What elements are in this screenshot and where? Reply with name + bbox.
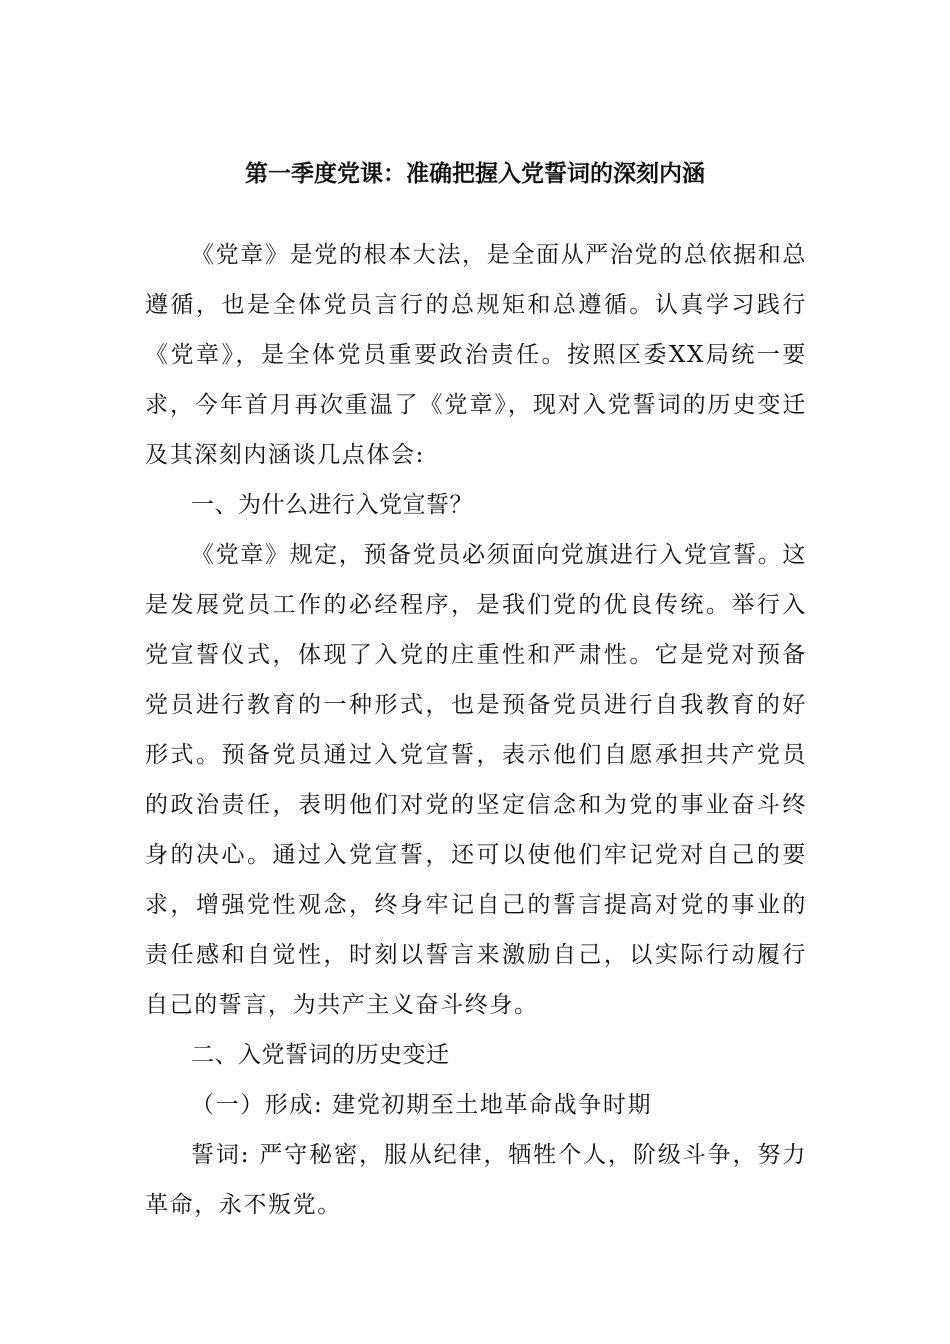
section-heading-2: 二、入党誓词的历史变迁 bbox=[191, 1042, 450, 1068]
section-1-paragraph: 《党章》规定，预备党员必须面向党旗进行入党宣誓。这是发展党员工作的必经程序，是我们党的优良传统。举行入党宣誓仪式，体现了入党的庄重性和严肃性。它是党对预备党员进行教育的一种形式，也是预备党员进行自我教育的好形式。预备党员通过入党宣誓，表示他们自愿承担共产党员的政治责任，表明他们对党的坚定信念和为党的事业奋斗终身的决心。通过入党宣誓，还可以使他们牢记党对自己的要求，增强党性观念，终身牢记自己的誓言提高对党的事业的责任感和自觉性，时刻以誓言来激励自己，以实际行动履行自己的誓言，为共产主义奋斗终身。 bbox=[145, 542, 807, 1018]
oath-paragraph: 誓词: 严守秘密，服从纪律，牺牲个人，阶级斗争，努力革命，永不叛党。 bbox=[145, 1142, 807, 1218]
section-heading-1: 一、为什么进行入党宣誓？ bbox=[191, 492, 473, 518]
subsection-heading-1: （一）形成: 建党初期至土地革命战争时期 bbox=[191, 1092, 653, 1118]
intro-paragraph: 《党章》是党的根本大法，是全面从严治党的总依据和总遵循，也是全体党员言行的总规矩和总遵循。认真学习践行《党章》，是全体党员重要政治责任。按照区委XX局统一要求，今年首月再次重温了《党章》，现对入党誓词的历史变迁及其深刻内涵谈几点体会: bbox=[145, 242, 807, 468]
document-title: 第一季度党课：准确把握入党誓词的深刻内涵 bbox=[245, 161, 705, 187]
document-body bbox=[145, 230, 807, 1230]
